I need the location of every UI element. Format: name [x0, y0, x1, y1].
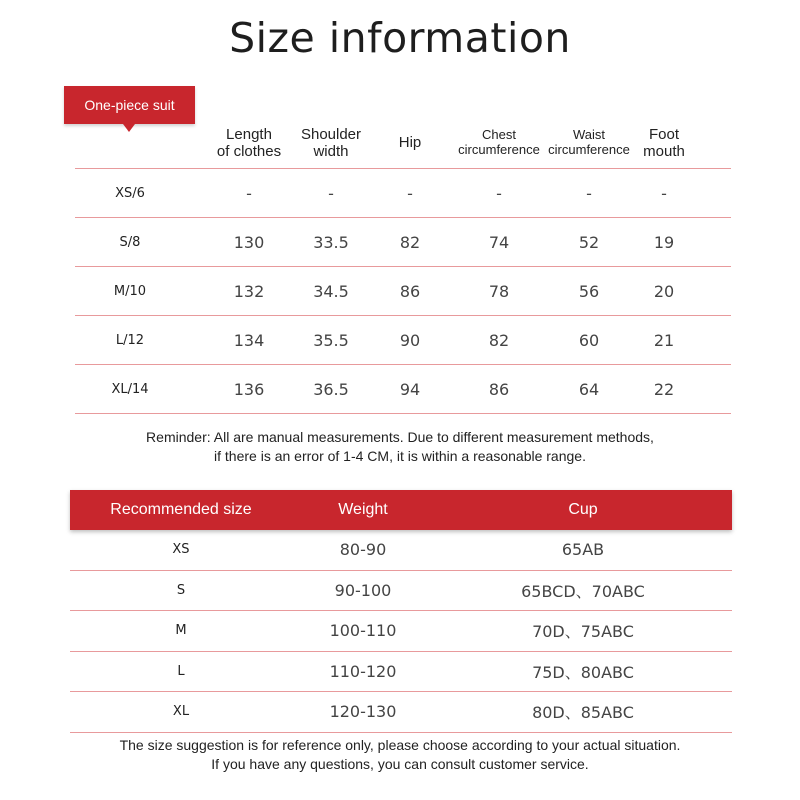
shoulder-value: 36.5	[313, 379, 349, 399]
size-table	[75, 118, 731, 414]
size-label: XL	[172, 704, 190, 720]
table-row	[70, 611, 732, 652]
hip-value: 86	[399, 281, 421, 301]
recommended-table-header	[70, 490, 732, 530]
table-row	[70, 530, 732, 571]
footer-line: The size suggestion is for reference only, please choose according to your actual situation.	[119, 737, 681, 753]
table-row	[70, 571, 732, 612]
hip-value: 90	[399, 330, 421, 350]
table-row	[70, 652, 732, 693]
length-value: 136	[233, 379, 265, 399]
foot-mouth-value: -	[661, 183, 667, 203]
foot-mouth-value: 20	[653, 281, 675, 301]
hip-value: -	[407, 183, 413, 203]
weight-value: 120-130	[329, 702, 397, 722]
reminder-line: Reminder: All are manual measurements. Due to different measurement methods,	[146, 429, 654, 445]
cup-value: 75D、80ABC	[532, 662, 634, 682]
header-shoulder: Shoulder width	[300, 125, 362, 160]
recommended-size-table	[70, 490, 732, 733]
cup-value: 65AB	[561, 540, 605, 560]
shoulder-value: 33.5	[313, 232, 349, 252]
weight-value: 110-120	[329, 661, 397, 681]
chest-value: 78	[488, 281, 510, 301]
header-cup: Cup	[568, 501, 598, 518]
size-label: L/12	[115, 332, 145, 348]
chest-value: 74	[488, 232, 510, 252]
header-weight: Weight	[338, 501, 388, 518]
shoulder-value: -	[328, 183, 334, 203]
hip-value: 94	[399, 379, 421, 399]
header-length: Length of clothes	[216, 125, 282, 160]
length-value: -	[246, 183, 252, 203]
chest-value: 82	[488, 330, 510, 350]
size-label: L	[177, 663, 185, 679]
weight-value: 100-110	[329, 621, 397, 641]
table-row	[75, 267, 731, 316]
header-waist: Waist circumference	[548, 127, 630, 157]
hip-value: 82	[399, 232, 421, 252]
header-hip: Hip	[398, 134, 422, 152]
length-value: 132	[233, 281, 265, 301]
header-chest: Chest circumference	[458, 127, 540, 157]
foot-mouth-value: 22	[653, 379, 675, 399]
size-suggestion-note	[0, 736, 800, 774]
foot-mouth-value: 19	[653, 232, 675, 252]
waist-value: 64	[578, 379, 600, 399]
size-table-header	[75, 118, 731, 169]
footer-line: If you have any questions, you can consult customer service.	[211, 756, 589, 772]
header-foot-mouth: Foot mouth	[643, 125, 685, 160]
waist-value: 56	[578, 281, 600, 301]
size-label: S	[176, 582, 186, 598]
foot-mouth-value: 21	[653, 330, 675, 350]
chest-value: 86	[488, 379, 510, 399]
reminder-line: if there is an error of 1-4 CM, it is within a reasonable range.	[214, 448, 586, 464]
length-value: 134	[233, 330, 265, 350]
weight-value: 90-100	[334, 580, 392, 600]
size-label: M	[175, 623, 187, 639]
waist-value: -	[586, 183, 592, 203]
cup-value: 65BCD、70ABC	[521, 581, 645, 601]
measurement-reminder	[0, 428, 800, 466]
table-row	[70, 692, 732, 733]
table-row	[75, 365, 731, 414]
weight-value: 80-90	[339, 540, 387, 560]
size-label: S/8	[119, 234, 141, 250]
table-row	[75, 169, 731, 218]
waist-value: 60	[578, 330, 600, 350]
shoulder-value: 34.5	[313, 281, 349, 301]
size-label: M/10	[113, 283, 147, 299]
header-recommended-size: Recommended size	[110, 501, 252, 518]
size-label: XS	[172, 542, 190, 558]
shoulder-value: 35.5	[313, 330, 349, 350]
cup-value: 70D、75ABC	[532, 622, 634, 642]
waist-value: 52	[578, 232, 600, 252]
cup-value: 80D、85ABC	[532, 703, 634, 723]
table-row	[75, 316, 731, 365]
chest-value: -	[496, 183, 502, 203]
product-type-label: One-piece suit	[84, 97, 175, 113]
page-title: Size information	[229, 14, 571, 62]
size-label: XL/14	[111, 381, 149, 397]
table-row	[75, 218, 731, 267]
size-label: XS/6	[115, 185, 145, 201]
length-value: 130	[233, 232, 265, 252]
